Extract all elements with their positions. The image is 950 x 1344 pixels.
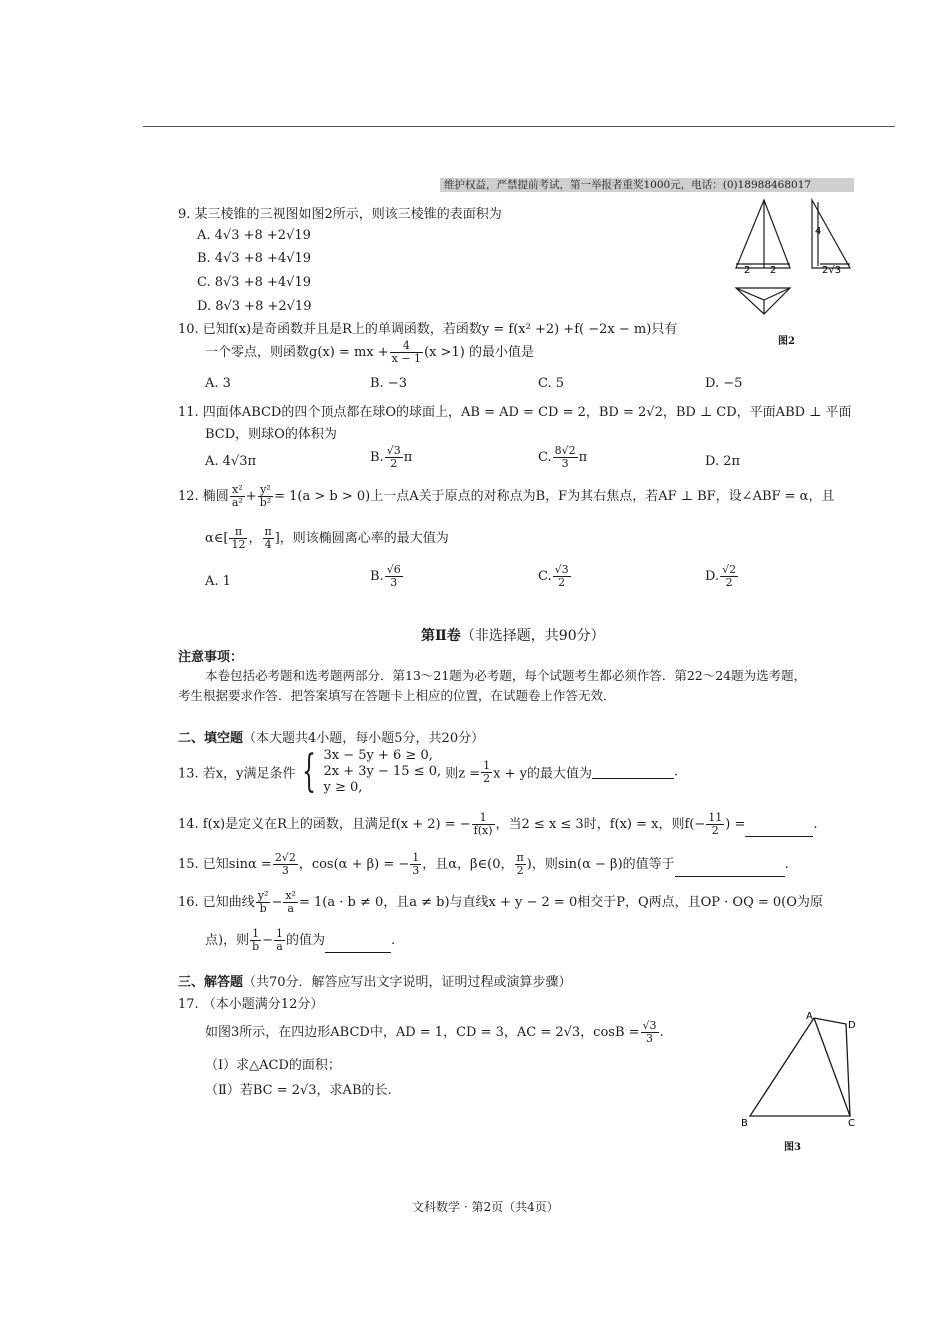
figure-3-quadrilateral [738, 1008, 862, 1132]
q16-answer-blank[interactable] [325, 940, 391, 953]
q13-constraints: 3x − 5y + 6 ≥ 0, 2x + 3y − 15 ≤ 0, y ≥ 0, [323, 748, 442, 795]
page-footer: 文科数学 · 第2页（共4页） [412, 1200, 559, 1214]
notes-line2: 考生根据要求作答．把答案填写在答题卡上相应的位置，在试题卷上作答无效． [178, 688, 616, 703]
q12-line1: 12. 椭圆 $\frac{\text{x²}}{\text{a²}}$ + $\frac{\text{y²}}{\text{b²}}$ = 1(a > b > 0)上一点A关于原点的对称点为B，F为其右焦点，若AF ⊥ BF，设∠ABF = α，且 [178, 483, 835, 509]
q16-line2: 点)，则 $\frac{1}{b}$ − $\frac{1}{a}$ 的值为 . [205, 927, 396, 953]
q9-option-a: A. 4√3 +8 +2√19 [197, 228, 311, 243]
q11-line1: 11. 四面体ABCD的四个顶点都在球O的球面上，AB = AD = CD = 2，BD = 2√2，BD ⊥ CD，平面ABD ⊥ 平面 [178, 405, 852, 420]
fig2-label-2a: 2 [744, 265, 751, 276]
q12-option-a: A. 1 [205, 574, 231, 589]
fig2-label-2r3: 2√3 [822, 265, 842, 276]
top-rule [143, 126, 895, 127]
part2-title: 第Ⅱ卷（非选择题，共90分） [421, 628, 605, 644]
q17-line1: 如图3所示，在四边形ABCD中，AD = 1，CD = 3，AC = 2√3，cosB = $\frac{√3}{3}$ . [205, 1019, 664, 1045]
q11-option-a: A. 4√3π [205, 454, 257, 469]
q14-answer-blank[interactable] [745, 824, 813, 837]
q13: 13. 若x，y满足条件 { 3x − 5y + 6 ≥ 0, 2x + 3y − 15 ≤ 0, y ≥ 0, 则z = $\frac{1}{2}$ x + y的最大值为 . [178, 746, 679, 797]
q12-option-b: B. $\frac{√6}{3}$ [370, 563, 401, 589]
q12-option-c: C. $\frac{√3}{2}$ [538, 563, 569, 589]
figure-2-three-views [728, 196, 858, 346]
q11-option-c: C. $\frac{8√2}{3}$ π [538, 444, 588, 470]
figure-3-caption: 图3 [784, 1142, 801, 1153]
notes-heading: 注意事项： [178, 650, 244, 665]
q10-option-a: A. 3 [205, 376, 231, 391]
q17-part1: （Ⅰ）求△ACD的面积； [205, 1058, 341, 1073]
vertex-a-label: A [806, 1011, 813, 1022]
q15-answer-blank[interactable] [675, 864, 785, 877]
q13-answer-blank[interactable] [592, 766, 674, 779]
q10-option-b: B. −3 [370, 376, 407, 391]
q10-option-c: C. 5 [538, 376, 565, 391]
front-view-triangle [736, 200, 790, 268]
q15: 15. 已知sinα = $\frac{2√2}{3}$ ，cos(α + β) = − $\frac{1}{3}$ ，且α，β∈(0， $\frac{\pi}{2}$ )，则sin(α − β)的值等于 . [178, 851, 789, 877]
vertex-b-label: B [741, 1118, 748, 1129]
q11-option-d: D. 2π [705, 454, 741, 469]
vertex-c-label: C [848, 1118, 855, 1129]
triangle-abc [750, 1018, 850, 1116]
warning-banner: 维护权益，严禁提前考试，第一举报者重奖1000元，电话：(0)18988468017 [440, 178, 854, 192]
q12-line2: α∈[ $\frac{\pi}{12}$ ， $\frac{\pi}{4}$ ]，则该椭圆离心率的最大值为 [205, 525, 449, 551]
q12-option-d: D. $\frac{√2}{2}$ [705, 563, 737, 589]
section3-heading: 三、解答题（共70分．解答应写出文字说明，证明过程或演算步骤） [178, 975, 572, 990]
section2-heading: 二、填空题（本大题共4小题，每小题5分，共20分） [178, 731, 485, 746]
q11-line2: BCD，则球O的体积为 [205, 427, 337, 442]
vertex-d-label: D [848, 1020, 856, 1031]
q16-line1: 16. 已知曲线 $\frac{\text{y²}}{b}$ − $\frac{\text{x²}}{a}$ = 1(a · b ≠ 0，且a ≠ b)与直线x + y − 2 = 0相交于P，Q两点，且OP · OQ = 0(O为原 [178, 889, 823, 915]
q11-option-b: B. $\frac{√3}{2}$ π [370, 444, 413, 470]
notes-line1: 本卷包括必考题和选考题两部分．第13～21题为必考题，每个试题考生都必须作答．第22～24题为选考题， [205, 668, 807, 683]
q17-part2: （Ⅱ）若BC = 2√3，求AB的长. [205, 1083, 392, 1098]
q9-stem: 9. 某三棱锥的三视图如图2所示，则该三棱锥的表面积为 [178, 207, 502, 222]
q9-option-b: B. 4√3 +8 +4√19 [197, 251, 312, 266]
q14: 14. f(x)是定义在R上的函数，且满足f(x + 2) = − $\frac{1}{f(x)}$ ，当2 ≤ x ≤ 3时，f(x) = x，则f(− $\frac{11}{2}$ ) = . [178, 811, 818, 837]
figure-2-caption: 图2 [778, 336, 795, 347]
q9-option-c: C. 8√3 +8 +4√19 [197, 275, 311, 290]
q10-line2: 一个零点，则函数g(x) = mx + $\frac{4}{x - 1}$ (x >1) 的最小值是 [205, 339, 534, 365]
fig2-label-2b: 2 [770, 265, 777, 276]
q17-heading: 17. （本小题满分12分） [178, 997, 324, 1012]
q10-fraction: $\frac{4}{x - 1}$ [391, 339, 422, 365]
q9-option-d: D. 8√3 +8 +2√19 [197, 299, 312, 314]
fig2-label-4: 4 [815, 226, 822, 237]
q10-option-d: D. −5 [705, 376, 743, 391]
q10-line1: 10. 已知f(x)是奇函数并且是R上的单调函数，若函数y = f(x² +2) +f( −2x − m)只有 [178, 322, 678, 337]
